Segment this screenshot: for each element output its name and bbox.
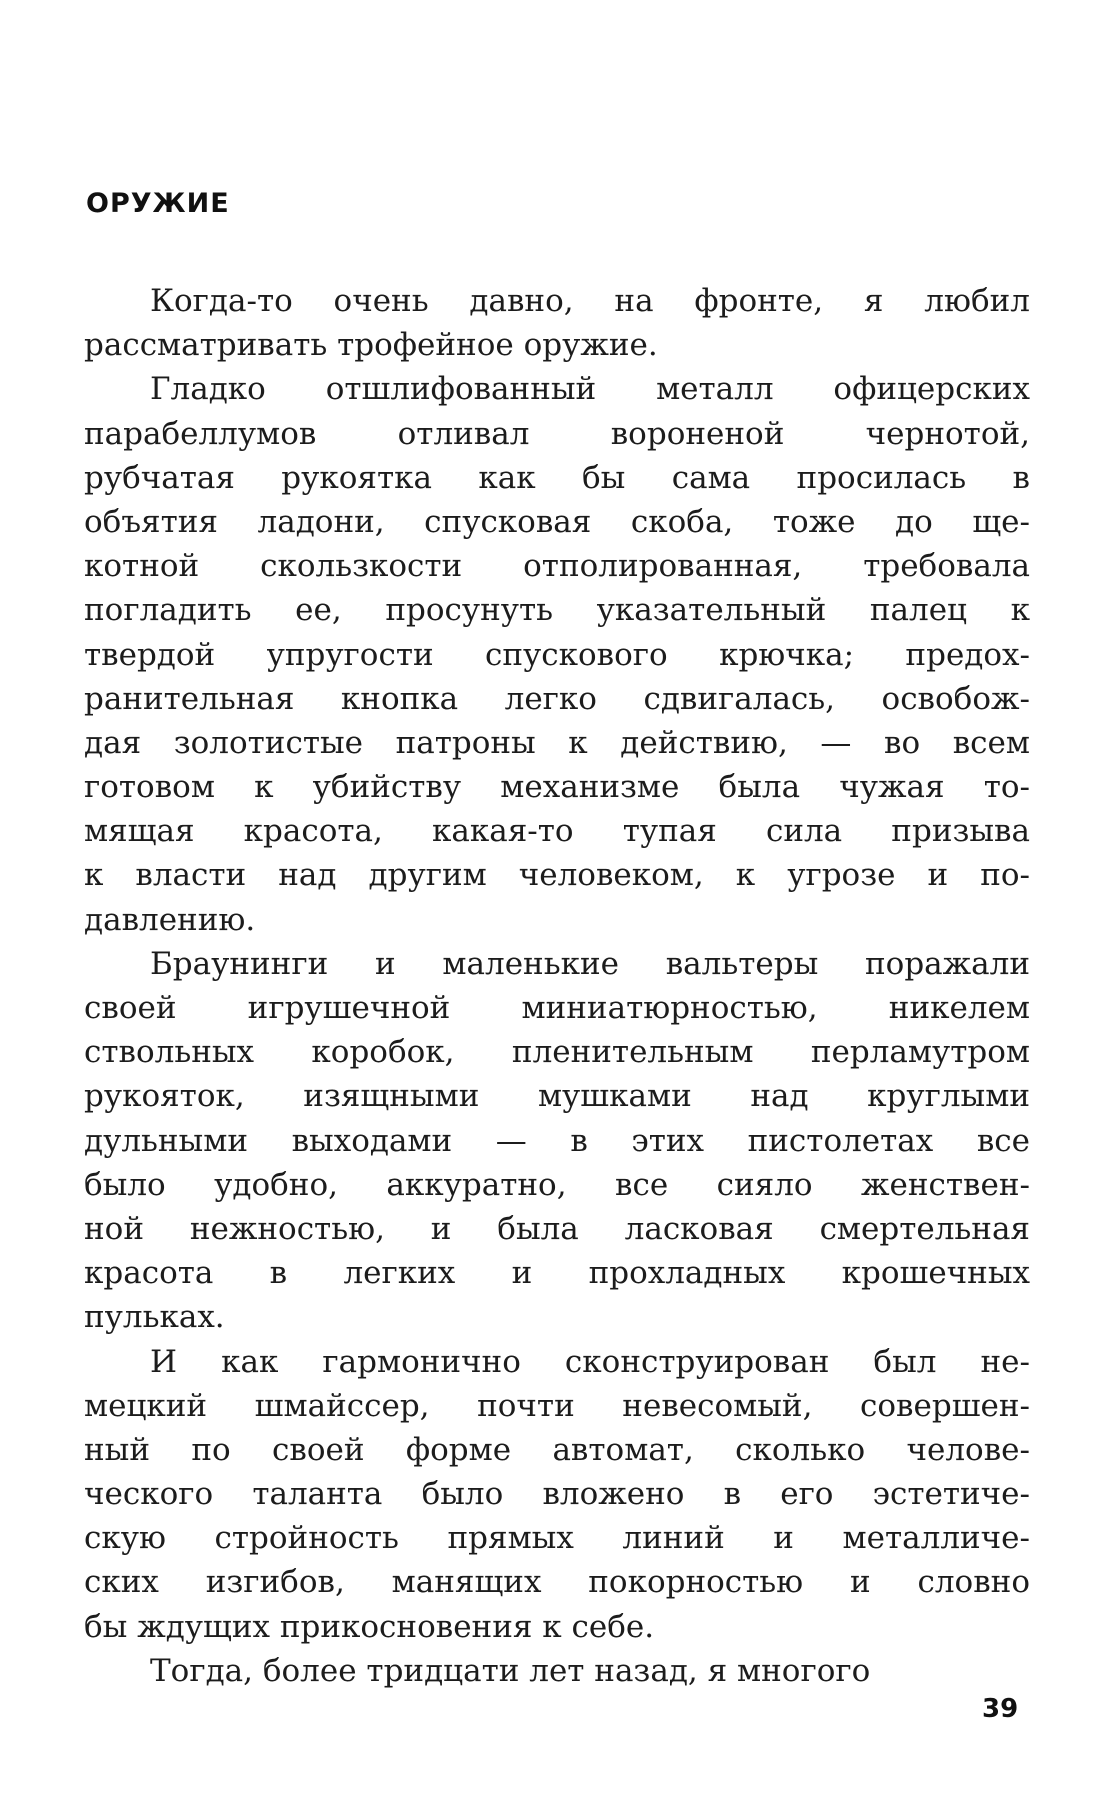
text-line: котной скользкости отполированная, требовала [84, 548, 1030, 585]
text-line: твердой упругости спускового крючка; предох- [84, 636, 1030, 673]
text-line: ной нежностью, и была ласковая смертельная [84, 1210, 1030, 1247]
text-line: объятия ладони, спусковая скоба, тоже до ще- [84, 503, 1030, 540]
text-line: к власти над другим человеком, к угрозе и по- [84, 857, 1030, 894]
text-line: ранительная кнопка легко сдвигалась, освобож- [84, 680, 1030, 717]
text-line: И как гармонично сконструирован был не- [150, 1343, 1030, 1380]
paragraph [84, 1340, 1030, 1649]
text-line: ских изгибов, манящих покорностью и словно [84, 1564, 1030, 1601]
paragraph [84, 1649, 1030, 1693]
text-line: рассматривать трофейное оружие. [84, 327, 658, 364]
text-line: Тогда, более тридцати лет назад, я многого [150, 1652, 871, 1689]
page-number: 39 [982, 1694, 1019, 1724]
paragraph [84, 279, 1030, 367]
text-line: погладить ее, просунуть указательный палец к [84, 592, 1030, 629]
text-line: рубчатая рукоятка как бы сама просилась в [84, 459, 1030, 496]
text-line: Когда-то очень давно, на фронте, я любил [150, 283, 1030, 319]
text-line: Гладко отшлифованный металл офицерских [150, 371, 1030, 408]
text-line: было удобно, аккуратно, все сияло женствен- [84, 1166, 1030, 1203]
text-line: мящая красота, какая-то тупая сила призыва [84, 813, 1030, 850]
text-line: готовом к убийству механизме была чужая то- [84, 769, 1030, 806]
text-line: ствольных коробок, пленительным перламутром [84, 1034, 1030, 1071]
text-line: пульках. [84, 1299, 225, 1336]
body-text [84, 279, 1030, 1693]
text-line: красота в легких и прохладных крошечных [84, 1255, 1030, 1292]
text-line: бы ждущих прикосновения к себе. [84, 1608, 655, 1645]
chapter-heading: ОРУЖИЕ [86, 188, 230, 219]
text-line: дая золотистые патроны к действию, — во всем [84, 724, 1030, 761]
text-line: своей игрушечной миниатюрностью, никелем [84, 990, 1030, 1026]
text-line: ный по своей форме автомат, сколько челове- [84, 1431, 1030, 1468]
text-line: парабеллумов отливал вороненой чернотой, [84, 415, 1030, 452]
text-line: дульными выходами — в этих пистолетах все [84, 1122, 1030, 1159]
paragraph [84, 367, 1030, 941]
text-line: ческого таланта было вложено в его эстетиче- [84, 1476, 1030, 1513]
text-line: рукояток, изящными мушками над круглыми [84, 1078, 1030, 1115]
paragraph [84, 942, 1030, 1340]
text-line: мецкий шмайссер, почти невесомый, совершен- [84, 1387, 1030, 1424]
text-line: давлению. [84, 901, 256, 938]
text-line: Браунинги и маленькие вальтеры поражали [150, 945, 1030, 982]
text-line: скую стройность прямых линий и металличе- [84, 1520, 1030, 1557]
